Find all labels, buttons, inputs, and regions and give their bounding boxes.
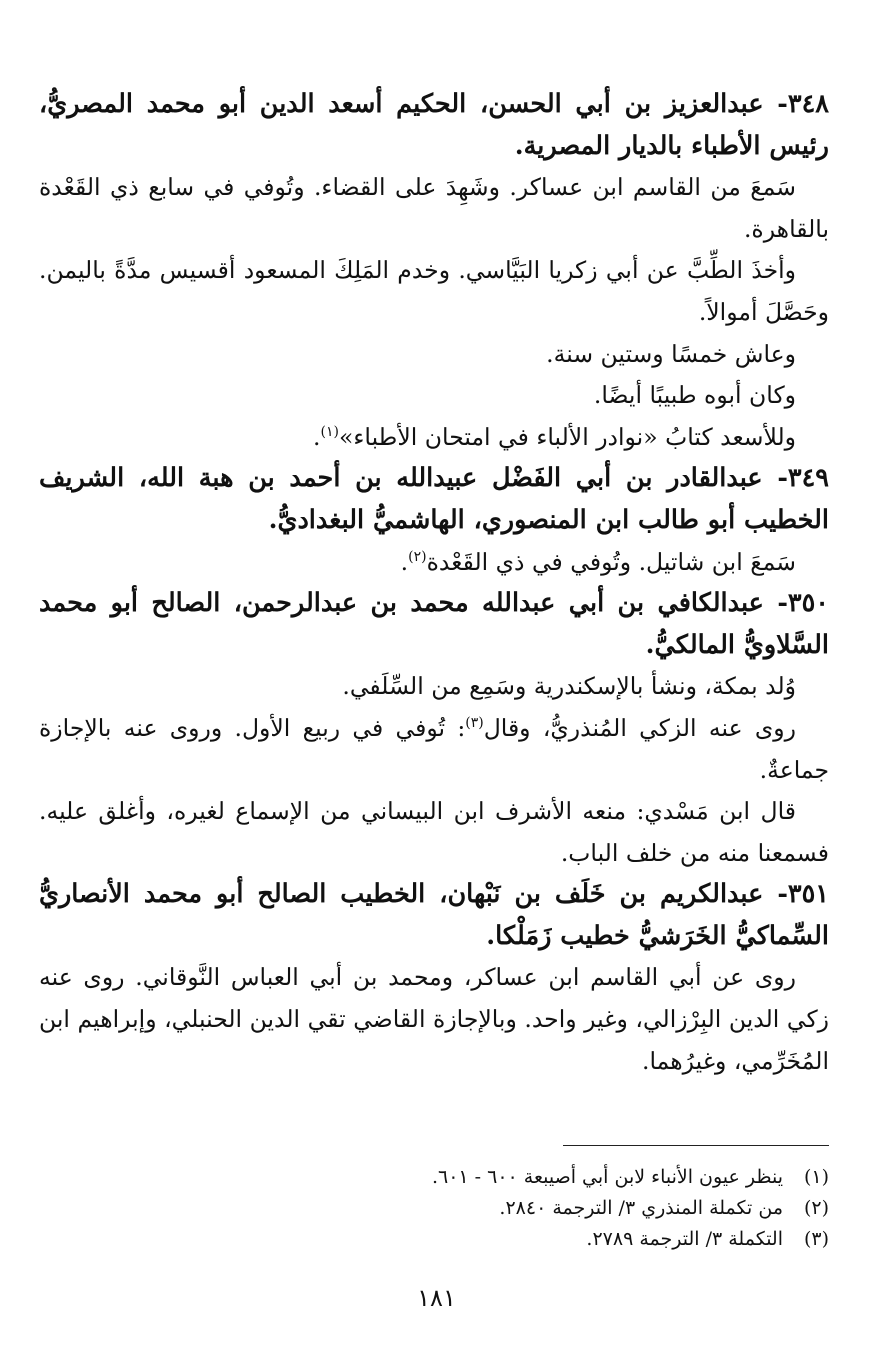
paragraph bbox=[39, 417, 829, 459]
footnote-ref: (٣) bbox=[465, 715, 484, 732]
paragraph-text: سَمعَ ابن شاتيل. وتُوفي في ذي القَعْدة bbox=[426, 547, 796, 576]
paragraph-text: سَمعَ من القاسم ابن عساكر. وشَهِدَ على القضاء. وتُوفي في سابع ذي القَعْدة بالقاهرة. bbox=[39, 173, 829, 243]
footnote bbox=[39, 1193, 829, 1224]
entry-351 bbox=[39, 874, 829, 957]
entry-number: ٣٥١- bbox=[777, 879, 829, 910]
entry-text: عبدالكريم بن خَلَف بن نَبْهان، الخطيب الصالح أبو محمد الأنصاريُّ السِّماكيُّ الخَرَشيُّ خطيب زَمَلْكا. bbox=[39, 879, 829, 951]
paragraph bbox=[39, 708, 829, 791]
footnote bbox=[39, 1162, 829, 1193]
entry-number: ٣٤٨- bbox=[777, 89, 829, 119]
paragraph-text-tail: . bbox=[313, 422, 321, 451]
paragraph bbox=[39, 250, 829, 333]
entry-text: عبدالعزيز بن أبي الحسن، الحكيم أسعد الدين أبو محمد المصريُّ، رئيس الأطباء بالديار المصرية. bbox=[39, 89, 829, 161]
entry-349 bbox=[39, 458, 829, 541]
paragraph bbox=[39, 167, 829, 250]
footnote-text: من تكملة المنذري ٣/ الترجمة ٢٨٤٠. bbox=[499, 1197, 783, 1219]
paragraph-text: وكان أبوه طبيبًا أيضًا. bbox=[593, 381, 796, 410]
footnote-number: (٢) bbox=[803, 1197, 829, 1219]
paragraph-text: وأخذَ الطِّبَّ عن أبي زكريا البَيَّاسي. وخدم المَلِكَ المسعود أقسيس مدَّةً باليمن. وحَصَّلَ أموالاً. bbox=[39, 256, 829, 326]
paragraph bbox=[39, 334, 829, 376]
paragraph bbox=[39, 666, 829, 708]
entry-348 bbox=[39, 84, 829, 167]
footnote-ref: (١) bbox=[320, 423, 339, 440]
paragraph-text-tail: : تُوفي في ربيع الأول. وروى عنه بالإجازة جماعةٌ. bbox=[39, 713, 829, 784]
entry-text: عبدالكافي بن أبي عبدالله محمد بن عبدالرحمن، الصالح أبو محمد السَّلاويُّ المالكيُّ. bbox=[39, 588, 829, 660]
paragraph-text: وُلد بمكة، ونشأ بالإسكندرية وسَمِع من السِّلَفي. bbox=[342, 672, 796, 701]
entry-number: ٣٤٩- bbox=[777, 463, 829, 494]
paragraph-text: روى عنه الزكي المُنذريُّ، وقال bbox=[483, 713, 796, 742]
paragraph-text: وللأسعد كتابُ «نوادر الألباء في امتحان الأطباء» bbox=[339, 422, 796, 451]
paragraph-text: قال ابن مَسْدي: منعه الأشرف ابن البيساني من الإسماع لغيره، وأغلق عليه. فسمعنا منه من خلف الباب. bbox=[39, 797, 829, 867]
footnote bbox=[39, 1224, 829, 1255]
paragraph bbox=[39, 791, 829, 874]
paragraph-text: روى عن أبي القاسم ابن عساكر، ومحمد بن أبي العباس النَّوقاني. روى عنه زكي الدين البِرْزالي، وغير واحد. وبالإجازة القاضي تقي الدين الحنبلي، وإبراهيم ابن المُخَرِّمي، وغيرُهما. bbox=[39, 963, 829, 1075]
footnote-number: (١) bbox=[803, 1166, 829, 1188]
paragraph-text-tail: . bbox=[400, 547, 409, 576]
page-number: ١٨١ bbox=[417, 1284, 456, 1312]
paragraph bbox=[39, 542, 829, 584]
footnote-number: (٣) bbox=[803, 1228, 829, 1250]
paragraph-text: وعاش خمسًا وستين سنة. bbox=[546, 339, 796, 368]
main-text bbox=[39, 84, 829, 1082]
footnote-text: التكملة ٣/ الترجمة ٢٧٨٩. bbox=[586, 1228, 783, 1250]
footnote-text: ينظر عيون الأنباء لابن أبي أصيبعة ٦٠٠ - ٦٠١. bbox=[431, 1166, 783, 1188]
footnote-separator bbox=[563, 1145, 829, 1146]
entry-350 bbox=[39, 583, 829, 666]
paragraph bbox=[39, 375, 829, 417]
entry-number: ٣٥٠- bbox=[777, 588, 829, 619]
footnote-ref: (٢) bbox=[408, 548, 427, 565]
entry-text: عبدالقادر بن أبي الفَضْل عبيدالله بن أحمد بن هبة الله، الشريف الخطيب أبو طالب ابن المنصوري، الهاشميُّ البغداديُّ. bbox=[39, 463, 829, 535]
paragraph bbox=[39, 957, 829, 1082]
footnotes bbox=[39, 1162, 829, 1255]
